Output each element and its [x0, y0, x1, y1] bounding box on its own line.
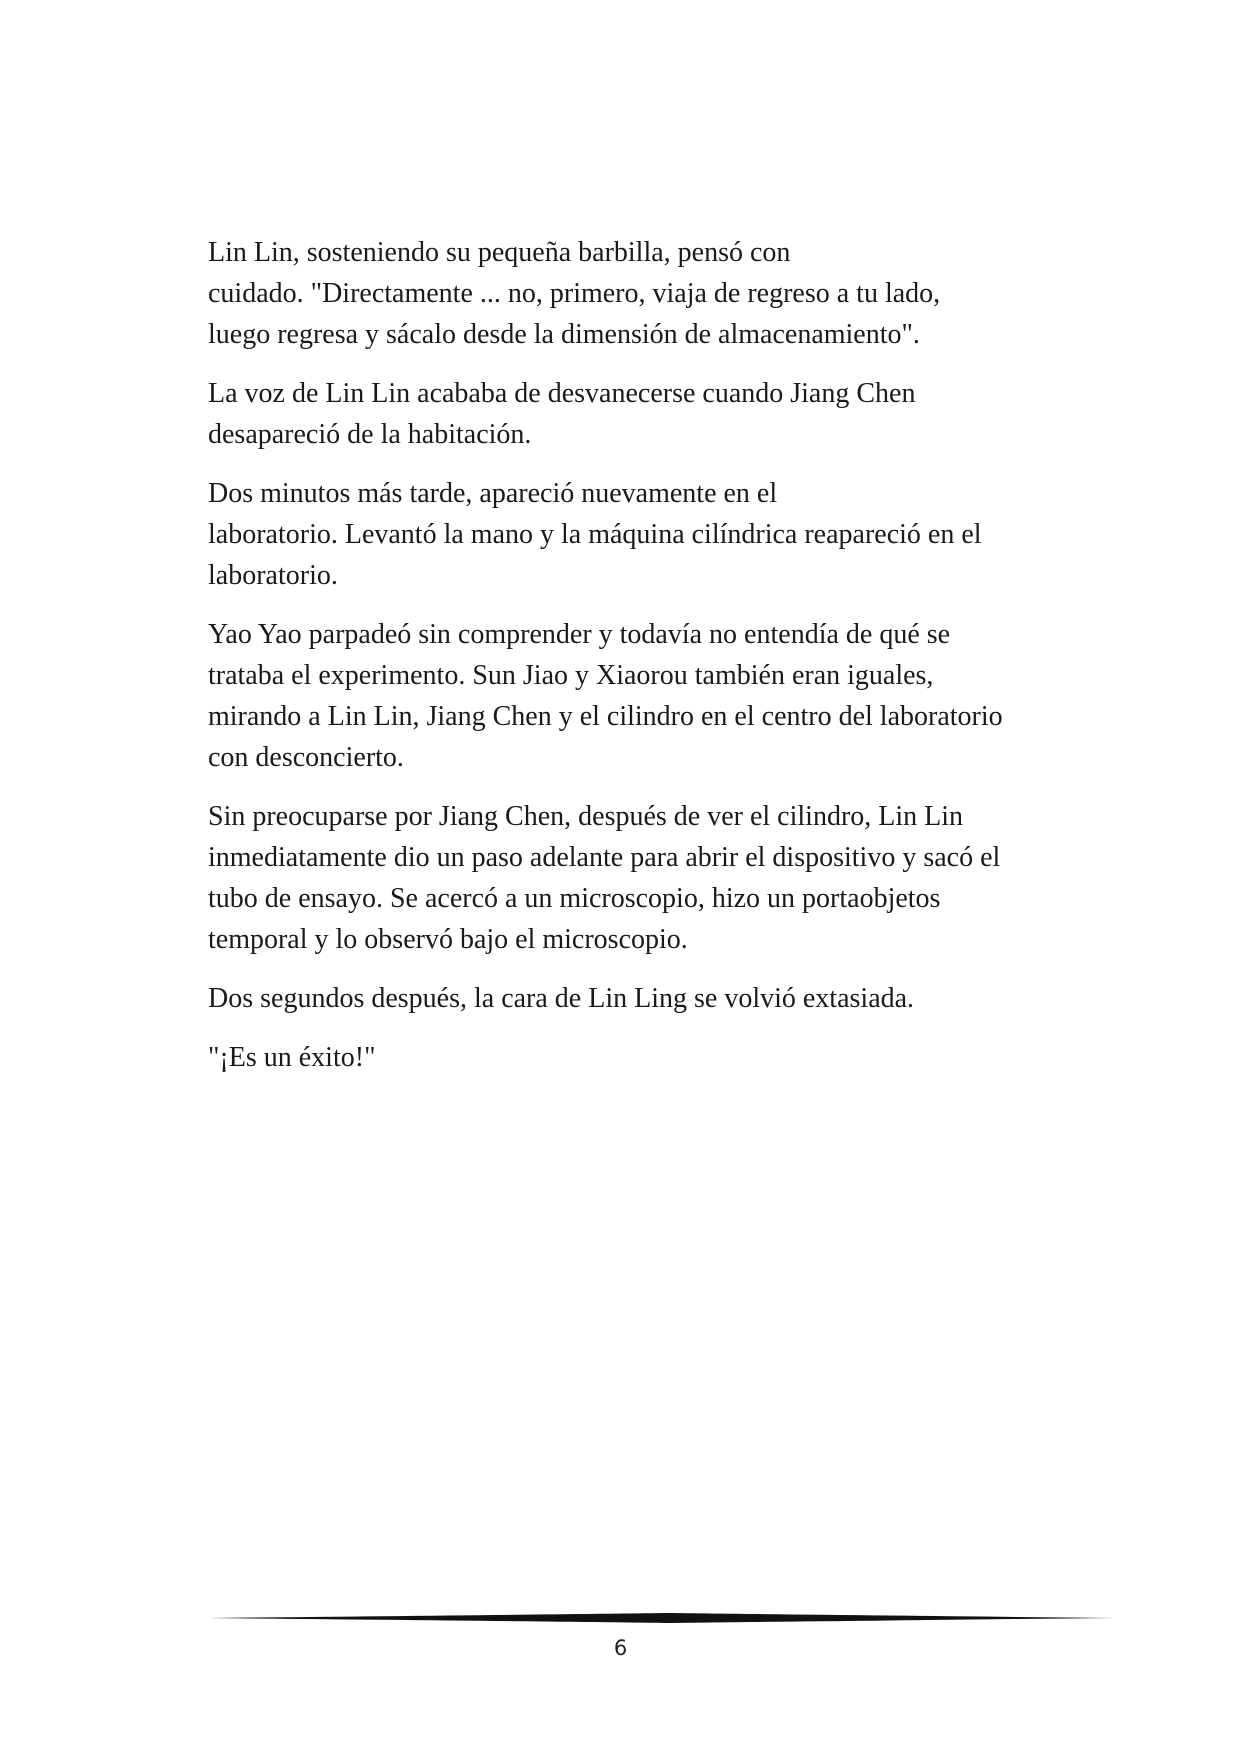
text-line: Dos minutos más tarde, apareció nuevamente en el: [208, 478, 778, 509]
text-line: trataba el experimento. Sun Jiao y Xiaorou también eran iguales,: [208, 660, 934, 691]
text-line: mirando a Lin Lin, Jiang Chen y el cilindro en el centro del laboratorio: [208, 701, 1003, 732]
text-line: "¡Es un éxito!": [208, 1042, 376, 1073]
text-line: luego regresa y sácalo desde la dimensión de almacenamiento".: [208, 319, 920, 350]
paragraph-2: [208, 373, 1078, 455]
paragraph-5: [208, 796, 1078, 960]
text-line: Dos segundos después, la cara de Lin Ling se volvió extasiada.: [208, 983, 915, 1014]
text-line: desapareció de la habitación.: [208, 419, 532, 450]
text-line: con desconcierto.: [208, 742, 404, 773]
text-line: Sin preocuparse por Jiang Chen, después de ver el cilindro, Lin Lin: [208, 801, 964, 832]
text-line: cuidado. "Directamente ... no, primero, viaja de regreso a tu lado,: [208, 278, 941, 309]
paragraph-3: [208, 473, 1078, 596]
text-line: laboratorio. Levantó la mano y la máquina cilíndrica reapareció en el: [208, 519, 982, 550]
body-text: [208, 232, 1078, 1096]
text-line: laboratorio.: [208, 560, 338, 591]
page-number: 6: [613, 1636, 628, 1660]
paragraph-1: [208, 232, 1078, 355]
paragraph-6: [208, 978, 1078, 1019]
text-line: Lin Lin, sosteniendo su pequeña barbilla, pensó con: [208, 237, 791, 268]
text-line: temporal y lo observó bajo el microscopio.: [208, 924, 688, 955]
text-line: inmediatamente dio un paso adelante para abrir el dispositivo y sacó el: [208, 842, 1001, 873]
text-line: tubo de ensayo. Se acercó a un microscopio, hizo un portaobjetos: [208, 883, 941, 914]
paragraph-4: [208, 614, 1078, 778]
text-line: La voz de Lin Lin acababa de desvanecerse cuando Jiang Chen: [208, 378, 916, 409]
text-line: Yao Yao parpadeó sin comprender y todavía no entendía de qué se: [208, 619, 951, 650]
paragraph-7: [208, 1037, 1078, 1078]
footer-divider: [208, 1610, 1114, 1626]
